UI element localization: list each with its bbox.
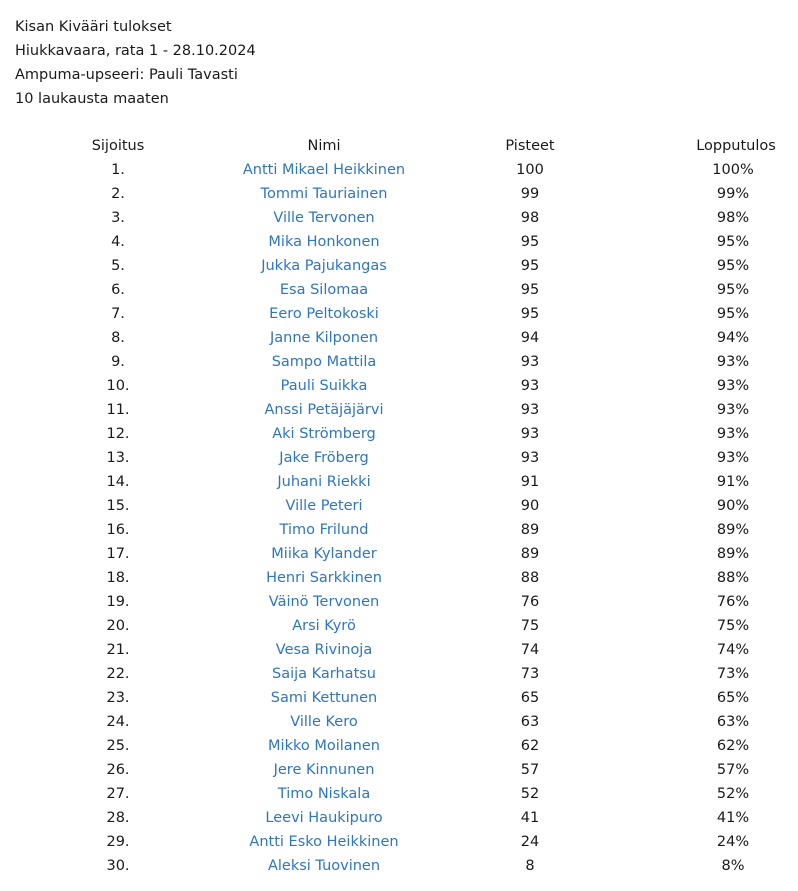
rank-cell: 5. — [111, 258, 125, 274]
competitor-name-link[interactable]: Mikko Moilanen — [268, 738, 380, 754]
result-cell: 8% — [721, 858, 745, 874]
column-header-result: Lopputulos — [696, 138, 776, 154]
column-header-points: Pisteet — [505, 138, 555, 154]
result-cell: 95% — [716, 258, 750, 274]
rank-cell: 11. — [106, 402, 130, 418]
points-cell: 95 — [520, 258, 540, 274]
rank-cell: 30. — [106, 858, 130, 874]
result-cell: 93% — [716, 402, 750, 418]
competitor-name-link[interactable]: Vesa Rivinoja — [275, 642, 373, 658]
page-title: Kisan Kivääri tulokset — [15, 19, 172, 35]
result-cell: 93% — [716, 450, 750, 466]
table-row — [0, 494, 798, 518]
rank-cell: 12. — [106, 426, 130, 442]
points-cell: 88 — [520, 570, 540, 586]
table-row — [0, 686, 798, 710]
results-body — [0, 158, 798, 878]
competitor-name-link[interactable]: Sampo Mattila — [271, 354, 377, 370]
result-cell: 89% — [716, 546, 750, 562]
points-cell: 63 — [520, 714, 540, 730]
table-row — [0, 206, 798, 230]
rank-cell: 29. — [106, 834, 130, 850]
rank-cell: 27. — [106, 786, 130, 802]
rank-cell: 13. — [106, 450, 130, 466]
event-location-date: Hiukkavaara, rata 1 - 28.10.2024 — [15, 43, 256, 59]
competitor-name-link[interactable]: Mika Honkonen — [268, 234, 380, 250]
table-row — [0, 302, 798, 326]
rank-cell: 18. — [106, 570, 130, 586]
result-cell: 65% — [716, 690, 750, 706]
rank-cell: 14. — [106, 474, 130, 490]
result-cell: 93% — [716, 426, 750, 442]
points-cell: 91 — [520, 474, 540, 490]
table-row — [0, 326, 798, 350]
table-row — [0, 758, 798, 782]
points-cell: 93 — [520, 354, 540, 370]
table-row — [0, 446, 798, 470]
result-cell: 95% — [716, 306, 750, 322]
competitor-name-link[interactable]: Jake Fröberg — [279, 450, 369, 466]
result-cell: 99% — [716, 186, 750, 202]
rank-cell: 4. — [111, 234, 125, 250]
table-row — [0, 158, 798, 182]
result-cell: 74% — [716, 642, 750, 658]
table-row — [0, 374, 798, 398]
points-cell: 99 — [520, 186, 540, 202]
table-row — [0, 518, 798, 542]
points-cell: 57 — [520, 762, 540, 778]
rank-cell: 20. — [106, 618, 130, 634]
results-header — [15, 15, 775, 111]
points-cell: 93 — [520, 402, 540, 418]
result-cell: 52% — [716, 786, 750, 802]
points-cell: 41 — [520, 810, 540, 826]
result-cell: 94% — [716, 330, 750, 346]
table-row — [0, 590, 798, 614]
rank-cell: 16. — [106, 522, 130, 538]
table-row — [0, 470, 798, 494]
rank-cell: 7. — [111, 306, 125, 322]
competitor-name-link[interactable]: Juhani Riekki — [277, 474, 371, 490]
rank-cell: 17. — [106, 546, 130, 562]
points-cell: 52 — [520, 786, 540, 802]
results-table — [0, 134, 798, 878]
competitor-name-link[interactable]: Antti Mikael Heikkinen — [242, 162, 406, 178]
result-cell: 57% — [716, 762, 750, 778]
competitor-name-link[interactable]: Ville Kero — [290, 714, 358, 730]
table-row — [0, 398, 798, 422]
rank-cell: 21. — [106, 642, 130, 658]
rank-cell: 24. — [106, 714, 130, 730]
competitor-name-link[interactable]: Leevi Haukipuro — [265, 810, 383, 826]
table-row — [0, 830, 798, 854]
competitor-name-link[interactable]: Miika Kylander — [271, 546, 377, 562]
points-cell: 89 — [520, 522, 540, 538]
table-row — [0, 734, 798, 758]
competitor-name-link[interactable]: Anssi Petäjäjärvi — [264, 402, 384, 418]
points-cell: 8 — [525, 858, 535, 874]
competitor-name-link[interactable]: Henri Sarkkinen — [266, 570, 382, 586]
rank-cell: 25. — [106, 738, 130, 754]
points-cell: 76 — [520, 594, 540, 610]
table-row — [0, 662, 798, 686]
competitor-name-link[interactable]: Väinö Tervonen — [268, 594, 380, 610]
points-cell: 74 — [520, 642, 540, 658]
column-header-name: Nimi — [307, 138, 341, 154]
table-row — [0, 806, 798, 830]
points-cell: 95 — [520, 282, 540, 298]
table-row — [0, 542, 798, 566]
points-cell: 73 — [520, 666, 540, 682]
points-cell: 75 — [520, 618, 540, 634]
table-row — [0, 854, 798, 878]
competitor-name-link[interactable]: Jere Kinnunen — [273, 762, 375, 778]
table-row — [0, 638, 798, 662]
table-row — [0, 350, 798, 374]
rank-cell: 26. — [106, 762, 130, 778]
rank-cell: 6. — [111, 282, 125, 298]
result-cell: 73% — [716, 666, 750, 682]
competitor-name-link[interactable]: Jukka Pajukangas — [261, 258, 387, 274]
range-officer: Ampuma-upseeri: Pauli Tavasti — [15, 67, 238, 83]
result-cell: 95% — [716, 234, 750, 250]
competitor-name-link[interactable]: Antti Esko Heikkinen — [249, 834, 399, 850]
table-row — [0, 254, 798, 278]
table-row — [0, 278, 798, 302]
points-cell: 93 — [520, 450, 540, 466]
competitor-name-link[interactable]: Arsi Kyrö — [292, 618, 356, 634]
points-cell: 95 — [520, 306, 540, 322]
competitor-name-link[interactable]: Saija Karhatsu — [272, 666, 376, 682]
rank-cell: 1. — [111, 162, 125, 178]
points-cell: 93 — [520, 426, 540, 442]
points-cell: 24 — [520, 834, 540, 850]
rank-cell: 22. — [106, 666, 130, 682]
table-row — [0, 614, 798, 638]
competitor-name-link[interactable]: Ville Tervonen — [273, 210, 375, 226]
result-cell: 93% — [716, 354, 750, 370]
competitor-name-link[interactable]: Janne Kilponen — [269, 330, 379, 346]
result-cell: 93% — [716, 378, 750, 394]
result-cell: 98% — [716, 210, 750, 226]
competitor-name-link[interactable]: Pauli Suikka — [280, 378, 368, 394]
result-cell: 62% — [716, 738, 750, 754]
competitor-name-link[interactable]: Sami Kettunen — [270, 690, 378, 706]
result-cell: 75% — [716, 618, 750, 634]
result-cell: 41% — [716, 810, 750, 826]
rank-cell: 10. — [106, 378, 130, 394]
competitor-name-link[interactable]: Aki Strömberg — [272, 426, 376, 442]
column-header-rank: Sijoitus — [91, 138, 145, 154]
table-row — [0, 230, 798, 254]
table-header-row — [0, 134, 798, 158]
points-cell: 90 — [520, 498, 540, 514]
rank-cell: 9. — [111, 354, 125, 370]
result-cell: 89% — [716, 522, 750, 538]
rank-cell: 3. — [111, 210, 125, 226]
competitor-name-link[interactable]: Tommi Tauriainen — [260, 186, 388, 202]
points-cell: 94 — [520, 330, 540, 346]
result-cell: 24% — [716, 834, 750, 850]
competitor-name-link[interactable]: Esa Silomaa — [279, 282, 369, 298]
result-cell: 90% — [716, 498, 750, 514]
points-cell: 95 — [520, 234, 540, 250]
points-cell: 65 — [520, 690, 540, 706]
points-cell: 89 — [520, 546, 540, 562]
points-cell: 98 — [520, 210, 540, 226]
competitor-name-link[interactable]: Timo Niskala — [277, 786, 371, 802]
result-cell: 95% — [716, 282, 750, 298]
rank-cell: 2. — [111, 186, 125, 202]
competitor-name-link[interactable]: Eero Peltokoski — [269, 306, 379, 322]
result-cell: 88% — [716, 570, 750, 586]
points-cell: 100 — [516, 162, 544, 178]
table-row — [0, 710, 798, 734]
table-row — [0, 782, 798, 806]
points-cell: 93 — [520, 378, 540, 394]
rank-cell: 19. — [106, 594, 130, 610]
result-cell: 76% — [716, 594, 750, 610]
result-cell: 100% — [712, 162, 754, 178]
competitor-name-link[interactable]: Timo Frilund — [279, 522, 369, 538]
rank-cell: 28. — [106, 810, 130, 826]
rank-cell: 23. — [106, 690, 130, 706]
result-cell: 63% — [716, 714, 750, 730]
competitor-name-link[interactable]: Ville Peteri — [285, 498, 363, 514]
table-row — [0, 566, 798, 590]
competitor-name-link[interactable]: Aleksi Tuovinen — [267, 858, 381, 874]
rank-cell: 8. — [111, 330, 125, 346]
rank-cell: 15. — [106, 498, 130, 514]
shooting-format: 10 laukausta maaten — [15, 91, 169, 107]
table-row — [0, 422, 798, 446]
table-row — [0, 182, 798, 206]
result-cell: 91% — [716, 474, 750, 490]
points-cell: 62 — [520, 738, 540, 754]
